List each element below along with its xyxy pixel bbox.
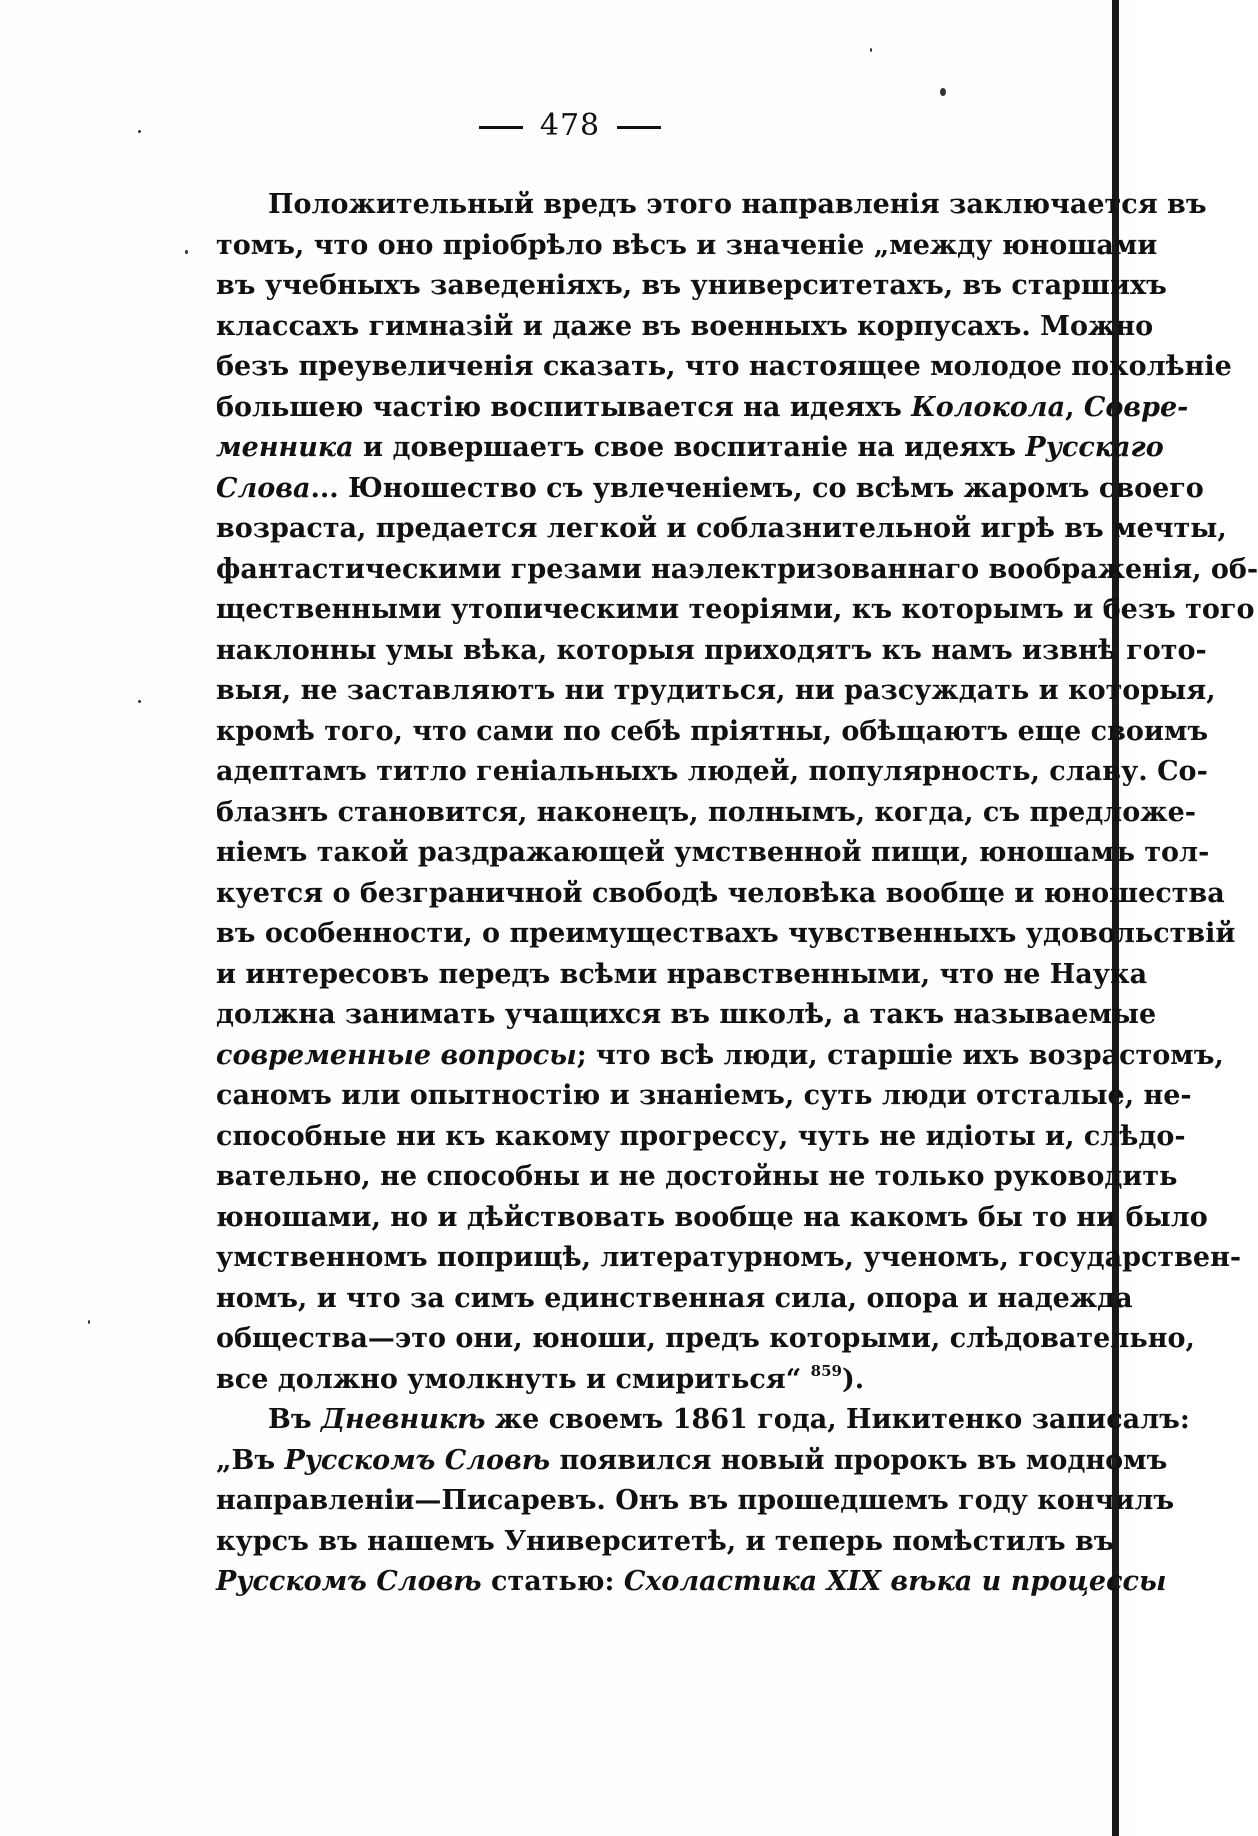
- text-run: саномъ или опытностію и знаніемъ, суть люди отсталые, не-: [216, 1080, 1192, 1111]
- text-line: [216, 1319, 1195, 1360]
- text-line: [216, 1522, 1115, 1563]
- text-line: [216, 1076, 1192, 1117]
- text-line: [216, 1157, 1178, 1198]
- text-run: „Въ: [216, 1444, 285, 1476]
- italic-text-run: Дневникѣ: [320, 1404, 486, 1435]
- text-line: [216, 185, 1207, 226]
- text-line: [216, 1198, 1208, 1239]
- text-line: [216, 671, 1216, 712]
- text-run: ,: [1065, 391, 1084, 423]
- text-run: и довершаетъ свое воспитаніе на идеяхъ: [353, 432, 1026, 463]
- text-run: ).: [841, 1363, 865, 1395]
- text-line: [216, 914, 1236, 955]
- italic-text-run: Русскаго: [1025, 432, 1164, 463]
- text-run: въ особенности, о преимуществахъ чувственныхъ удовольствій: [216, 918, 1236, 949]
- text-run: направленіи—Писаревъ. Онъ въ прошедшемъ году кончилъ: [216, 1485, 1175, 1516]
- text-line: [216, 874, 1225, 915]
- text-run: Положительный вредъ этого направленія заключается въ: [268, 189, 1207, 220]
- text-run: фантастическими грезами наэлектризованнаго воображенія, об-: [216, 553, 1258, 585]
- text-run: адептамъ титло геніальныхъ людей, популярность, славу. Со-: [216, 756, 1208, 787]
- text-line: [216, 1562, 1167, 1603]
- speck: [870, 48, 872, 52]
- text-line: [216, 1400, 1190, 1441]
- text-line: [216, 955, 1148, 996]
- text-run: классахъ гимназій и даже въ военныхъ корпусахъ. Можно: [216, 310, 1154, 342]
- text-run: возраста, предается легкой и соблазнительной игрѣ въ мечты,: [216, 513, 1227, 544]
- text-line: [216, 712, 1209, 753]
- text-run: умственномъ поприщѣ, литературномъ, ученомъ, государствен-: [216, 1242, 1242, 1273]
- text-run: выя, не заставляютъ ни трудиться, ни разсуждать и которыя,: [216, 675, 1216, 706]
- text-run: все должно умолкнуть и смириться“: [216, 1363, 811, 1395]
- speck: [88, 1320, 90, 1324]
- text-line: [216, 1238, 1242, 1279]
- text-line: [216, 995, 1157, 1036]
- text-run: вательно, не способны и не достойны не только руководить: [216, 1161, 1178, 1192]
- text-run: ... Юношество съ увлеченіемъ, со всѣмъ жаромъ своего: [310, 472, 1204, 504]
- text-run: же своемъ 1861 года, Никитенко записалъ:: [485, 1404, 1190, 1435]
- text-run: ; что всѣ люди, старшіе ихъ возрастомъ,: [576, 1039, 1224, 1071]
- text-run: появился новый пророкъ въ модномъ: [550, 1444, 1168, 1476]
- text-line: [216, 226, 1158, 267]
- text-run: статью:: [481, 1566, 624, 1597]
- text-line: [216, 347, 1232, 388]
- page-number-value: 478: [539, 108, 601, 143]
- italic-text-run: Русскомъ Словѣ: [284, 1444, 551, 1476]
- text-line: [216, 833, 1210, 874]
- speck: [138, 700, 141, 703]
- text-run: общества—это они, юноши, предъ которыми, слѣдовательно,: [216, 1323, 1195, 1354]
- text-run: кромѣ того, что сами по себѣ пріятны, обѣщаютъ еще своимъ: [216, 715, 1209, 747]
- text-run: способные ни къ какому прогрессу, чуть не идіоты и, слѣдо-: [216, 1120, 1186, 1152]
- text-line: [216, 428, 1164, 469]
- text-run: и интересовъ передъ всѣми нравственными, что не Наука: [216, 958, 1148, 990]
- text-run: номъ, и что за симъ единственная сила, опора и надежда: [216, 1282, 1133, 1314]
- text-run: курсъ въ нашемъ Университетѣ, и теперь помѣстилъ въ: [216, 1525, 1115, 1557]
- text-line: [216, 1481, 1175, 1522]
- text-line: [216, 509, 1227, 550]
- text-run: безъ преувеличенія сказать, что настоящее молодое поколѣніе: [216, 351, 1232, 382]
- text-line: [216, 793, 1196, 834]
- text-run: Въ: [268, 1404, 321, 1435]
- italic-text-run: современные вопросы: [216, 1039, 577, 1071]
- text-run: должна занимать учащихся въ школѣ, а такъ называемые: [216, 999, 1157, 1030]
- text-line: [216, 1441, 1168, 1482]
- text-run: куется о безграничной свободѣ человѣка вообще и юношества: [216, 877, 1225, 909]
- text-run: щественными утопическими теоріями, къ которымъ и безъ того: [216, 594, 1255, 625]
- speck: [940, 88, 946, 96]
- text-line: [216, 1036, 1224, 1077]
- text-line: [216, 1360, 1080, 1401]
- text-run: томъ, что оно пріобрѣло вѣсъ и значеніе „между юношами: [216, 229, 1158, 261]
- text-run: блазнъ становится, наконецъ, полнымъ, когда, съ предложе-: [216, 796, 1196, 828]
- text-run: юношами, но и дѣйствовать вообще на какомъ бы то ни было: [216, 1201, 1208, 1233]
- text-line: [216, 1279, 1133, 1320]
- text-line: [216, 266, 1167, 307]
- text-run: въ учебныхъ заведеніяхъ, въ университетахъ, въ старшихъ: [216, 270, 1167, 301]
- italic-text-run: Схоластика XIX вѣка и процессы: [623, 1566, 1167, 1597]
- text-run: большею частію воспитывается на идеяхъ: [216, 391, 912, 423]
- body-text: [216, 185, 1258, 1603]
- footnote-ref: 859: [810, 1361, 842, 1380]
- italic-text-run: менника: [216, 432, 354, 463]
- text-run: наклонны умы вѣка, которыя приходятъ къ намъ извнѣ гото-: [216, 634, 1207, 666]
- speck: [185, 250, 188, 254]
- text-line: [216, 1117, 1186, 1158]
- text-line: [216, 550, 1258, 591]
- italic-text-run: Колокола: [911, 391, 1066, 423]
- dash-right: [617, 126, 661, 129]
- italic-text-run: Русскомъ Словѣ: [216, 1566, 482, 1597]
- dash-left: [479, 126, 523, 129]
- text-line: [216, 631, 1207, 672]
- italic-text-run: Совре-: [1083, 391, 1189, 423]
- page-number: [0, 108, 1140, 143]
- speck: [138, 130, 141, 133]
- text-line: [216, 307, 1154, 348]
- text-line: [216, 590, 1255, 631]
- text-line: [216, 469, 1204, 510]
- text-line: [216, 752, 1208, 793]
- text-line: [216, 388, 1189, 429]
- italic-text-run: Слова: [216, 472, 311, 504]
- text-run: ніемъ такой раздражающей умственной пищи, юношамъ тол-: [216, 837, 1210, 868]
